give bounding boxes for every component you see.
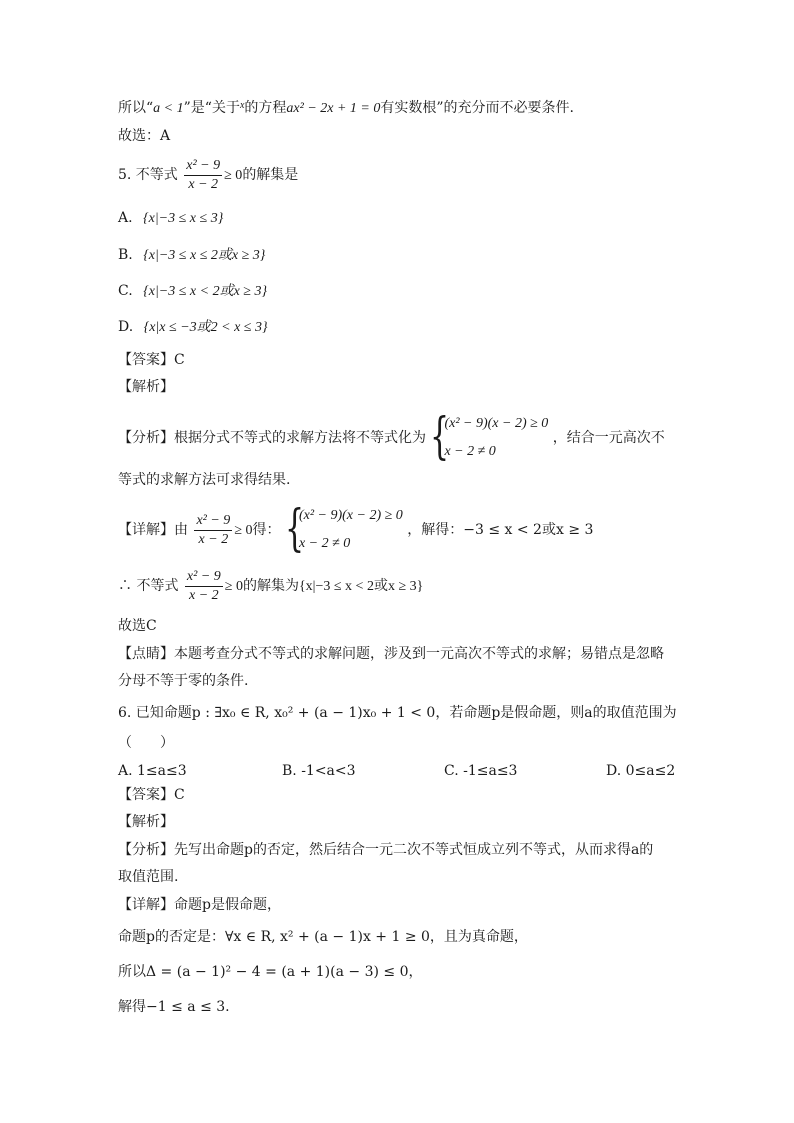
comment-line-1: 【点睛】本题考查分式不等式的求解问题，涉及到一元高次不等式的求解；易错点是忽略 (118, 646, 664, 662)
option-d[interactable] (118, 317, 268, 338)
fraction (184, 157, 222, 194)
text-segment: ≥ 0得： (234, 523, 281, 538)
analysis-line (118, 407, 665, 466)
fraction-denominator: x − 2 (185, 586, 223, 605)
text-segment: ，解得：−3 ≤ x < 2或x ≥ 3 (407, 522, 594, 538)
fraction (185, 568, 223, 605)
detail-line-1: 【详解】命题p是假命题， (118, 897, 281, 913)
fraction-numerator: x² − 9 (196, 512, 231, 528)
analysis-label: 【解析】 (118, 814, 174, 830)
option-label: B. (118, 247, 133, 263)
option-c[interactable]: C. -1≤a≤3 (444, 763, 518, 779)
text-segment: 的方程 (244, 100, 287, 116)
math-variable: x (239, 100, 245, 111)
detail-line (118, 499, 594, 558)
text-segment: 所以“ (118, 100, 154, 116)
fraction-numerator: x² − 9 (186, 157, 221, 173)
fraction (194, 512, 232, 549)
question-6-stem: 6. 已知命题p : ∃x₀ ∈ R, x₀² + (a − 1)x₀ + 1 < 0，若命题p是假命题，则a的取值范围为 (118, 705, 677, 721)
option-b[interactable] (118, 245, 265, 266)
fraction-numerator: x² − 9 (186, 568, 221, 584)
text-segment: ，结合一元高次不 (552, 430, 665, 446)
math-expression: a < 1 (153, 101, 184, 116)
brace-icon: { (430, 407, 450, 465)
math-relation: ≥ 0 (224, 168, 243, 183)
option-a[interactable]: A. 1≤a≤3 (118, 763, 187, 779)
option-text: {x|x ≤ −3或2 < x ≤ 3} (143, 320, 268, 335)
inequality-system (430, 407, 549, 466)
option-b[interactable]: B. -1<a<3 (282, 763, 356, 779)
system-row: x − 2 ≠ 0 (298, 536, 351, 551)
text-segment: ”是“关于 (183, 100, 240, 116)
text-segment: ≥ 0的解集为{x|−3 ≤ x < 2或x ≥ 3} (224, 579, 424, 594)
math-equation: ax² − 2x + 1 = 0 (286, 101, 381, 116)
option-text: {x|−3 ≤ x ≤ 2或x ≥ 3} (143, 248, 266, 263)
text-segment: ∴ 不等式 (118, 578, 179, 594)
option-label: D. (118, 319, 134, 335)
question-6-paren: （ ） (118, 735, 174, 751)
analysis-line-1: 【分析】先写出命题p的否定，然后结合一元二次不等式恒成立列不等式，从而求得a的 (118, 842, 654, 858)
answer-label: 【答案】C (118, 787, 185, 803)
analysis-line-2: 等式的求解方法可求得结果. (118, 472, 291, 488)
option-a[interactable] (118, 208, 223, 229)
brace-icon: { (284, 499, 305, 557)
conclusion-line (118, 96, 574, 119)
therefore-line (118, 567, 423, 606)
system-row: (x² − 9)(x − 2) ≥ 0 (298, 508, 403, 523)
option-d[interactable]: D. 0≤a≤2 (606, 763, 676, 779)
text-segment: 【分析】根据分式不等式的求解方法将不等式化为 (118, 430, 426, 446)
selection-line: 故选C (118, 618, 157, 634)
text-segment: 有实数根”的充分而不必要条件. (380, 100, 574, 116)
detail-line-3: 所以Δ = (a − 1)² − 4 = (a + 1)(a − 3) ≤ 0， (118, 964, 423, 980)
option-c[interactable] (118, 281, 267, 302)
option-text: {x|−3 ≤ x ≤ 3} (143, 211, 224, 226)
analysis-line-2: 取值范围. (118, 869, 179, 885)
option-label: C. (118, 283, 133, 299)
question-number: 5. 不等式 (118, 167, 178, 183)
analysis-label: 【解析】 (118, 379, 174, 395)
system-row: x − 2 ≠ 0 (444, 444, 496, 459)
answer-label: 【答案】C (118, 352, 185, 368)
inequality-system (284, 499, 403, 558)
text-segment: 【详解】由 (118, 522, 188, 538)
option-label: A. (118, 210, 133, 226)
option-text: {x|−3 ≤ x < 2或x ≥ 3} (143, 284, 268, 299)
fraction-denominator: x − 2 (194, 530, 232, 549)
detail-line-2: 命题p的否定是：∀x ∈ R, x² + (a − 1)x + 1 ≥ 0，且为真命题， (118, 929, 528, 945)
question-5-stem (118, 156, 298, 195)
detail-line-4: 解得−1 ≤ a ≤ 3. (118, 999, 230, 1015)
system-row: (x² − 9)(x − 2) ≥ 0 (444, 416, 549, 431)
comment-line-2: 分母不等于零的条件. (118, 673, 249, 689)
selection-line: 故选：A (118, 128, 171, 144)
fraction-denominator: x − 2 (184, 175, 222, 194)
text-segment: 的解集是 (242, 167, 299, 183)
